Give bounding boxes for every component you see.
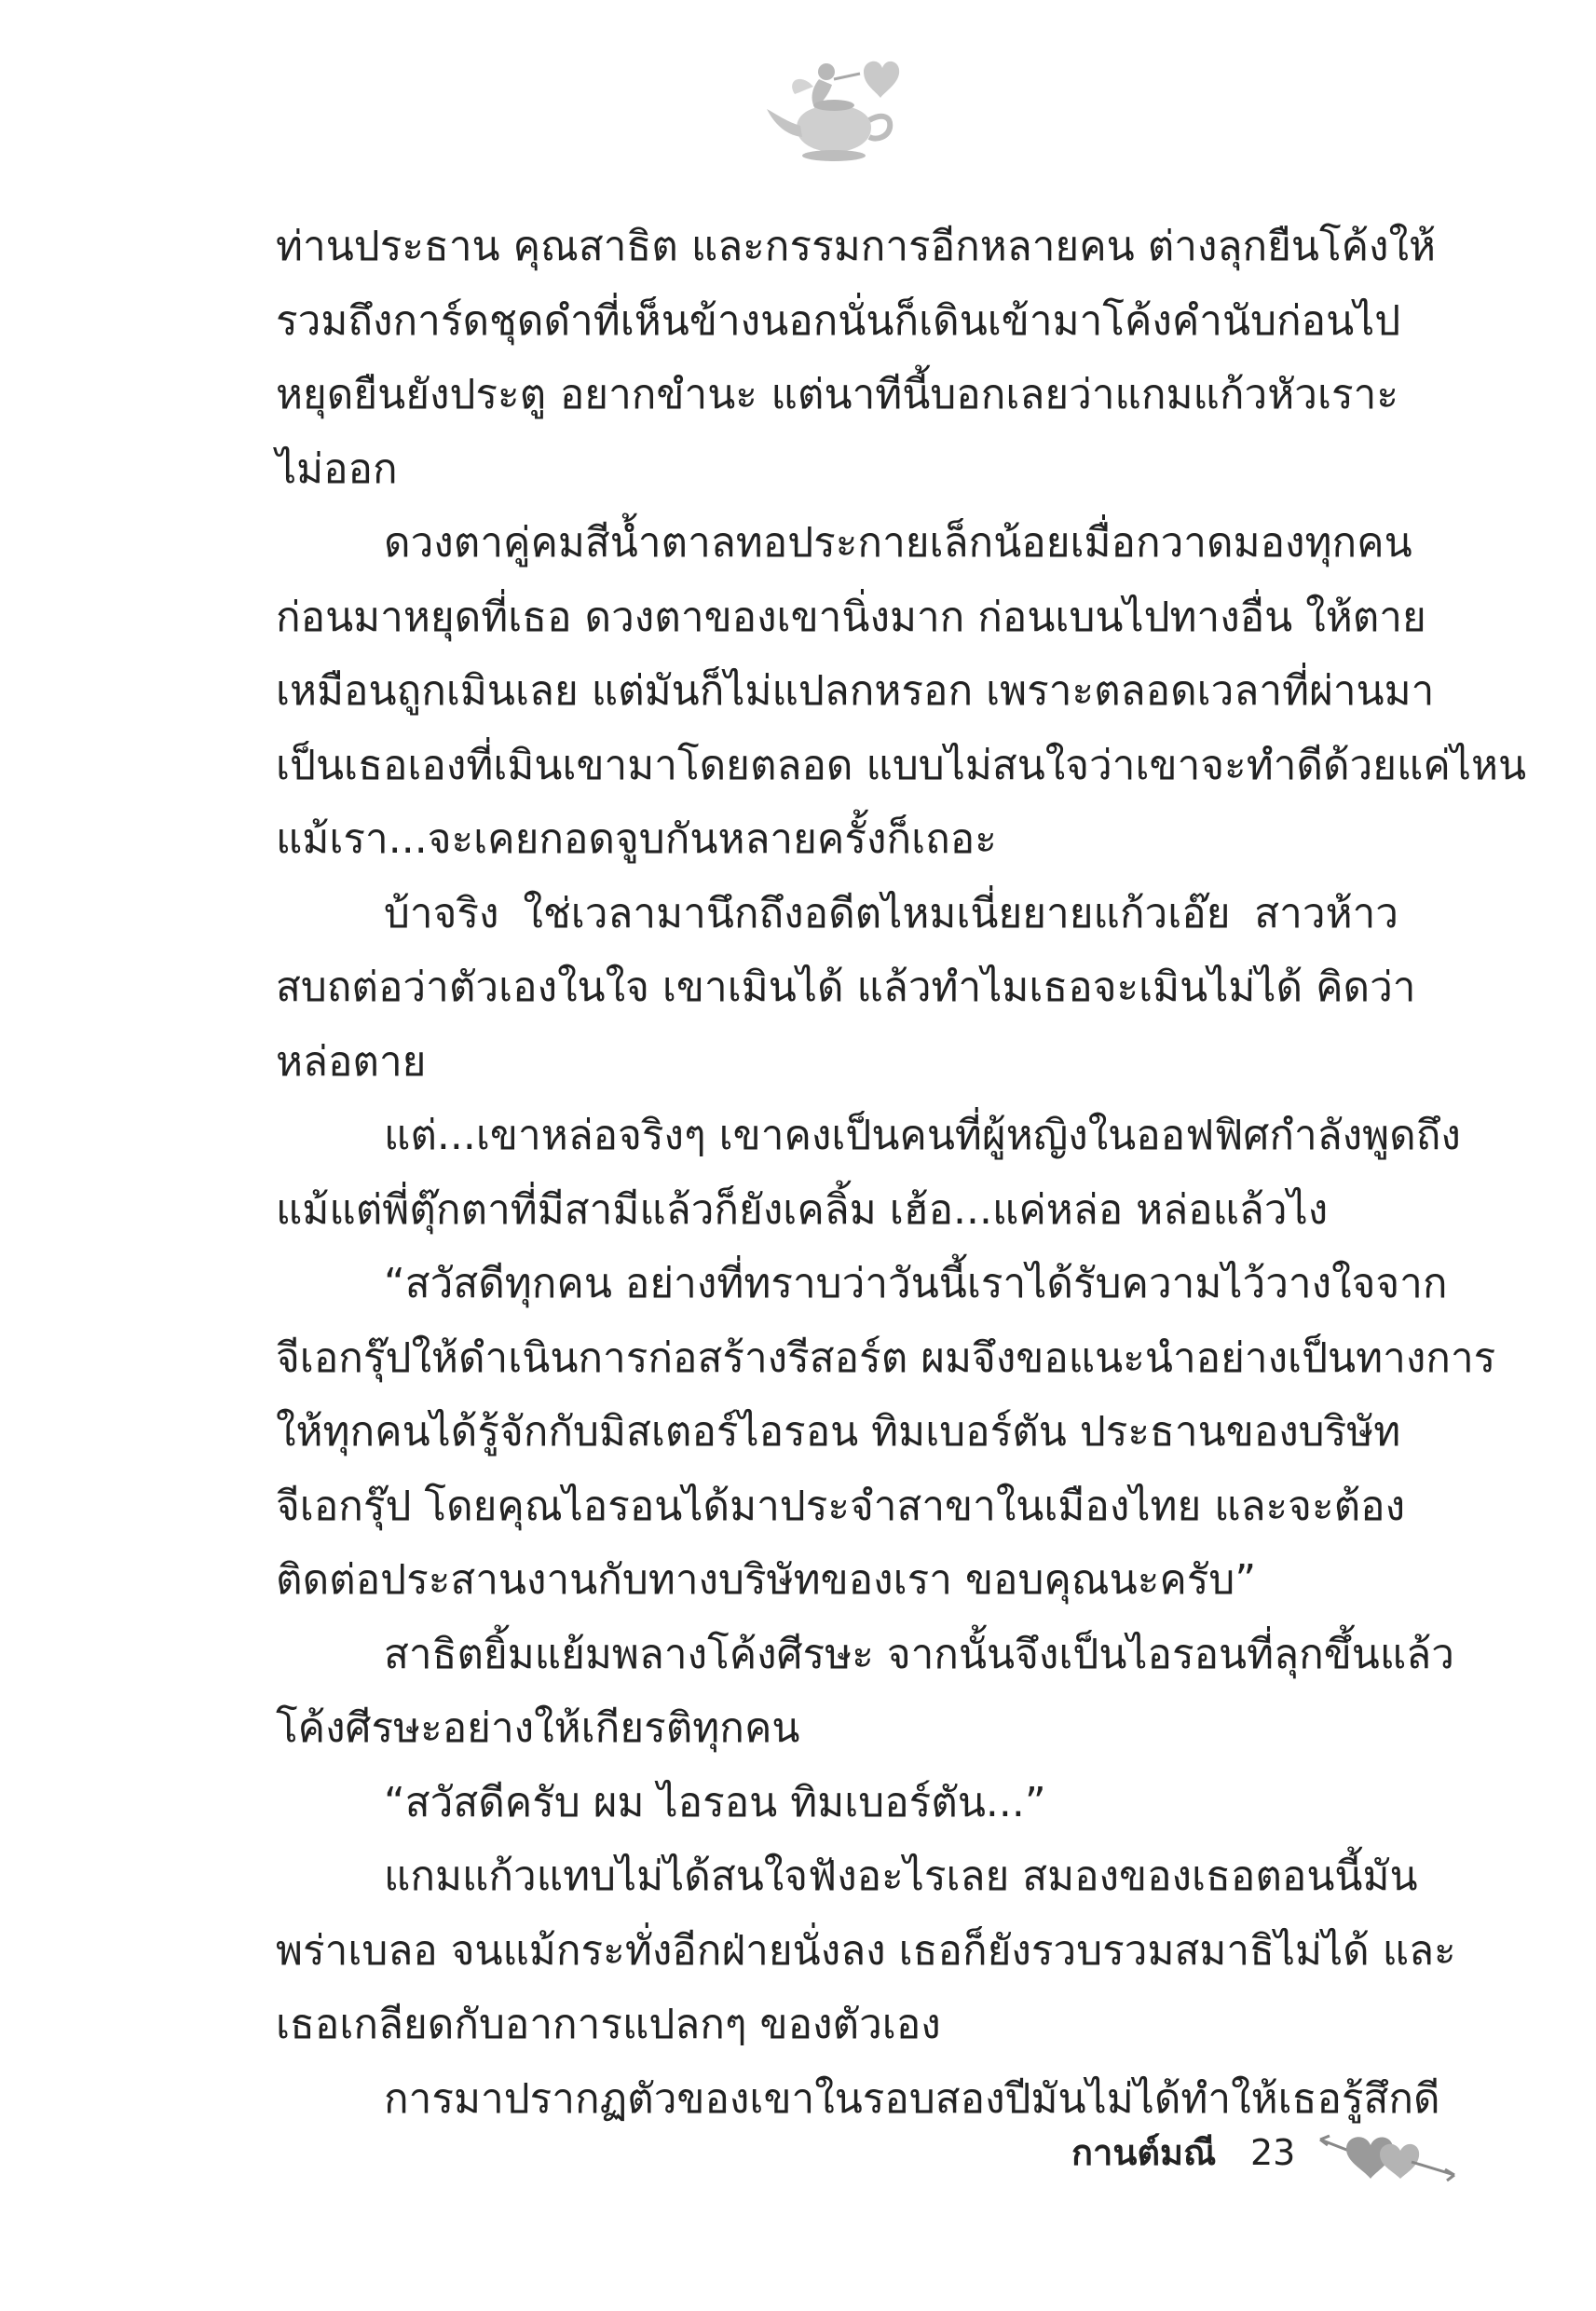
fairy-teapot-heart-icon [759,51,908,172]
text-line: พร่าเบลอ จนแม้กระทั่งอีกฝ่ายนั่งลง เธอก็ยังรวบรวมสมาธิไม่ได้ และ [276,1926,1456,1975]
text-line: แม้เรา...จะเคยกอดจูบกันหลายครั้งก็เถอะ [276,815,997,863]
text-line: “สวัสดีครับ ผม ไอรอน ทิมเบอร์ตัน...” [384,1778,1046,1826]
text-line: ดวงตาคู่คมสีน้ำตาลทอประกายเล็กน้อยเมื่อกวาดมองทุกคน [384,519,1412,567]
text-line: เป็นเธอเองที่เมินเขามาโดยตลอด แบบไม่สนใจว่าเขาจะทำดีด้วยแค่ไหน [276,741,1527,789]
text-line: โค้งศีรษะอย่างให้เกียรติทุกคน [276,1704,800,1752]
book-title: กานต์มณี [1071,2132,1217,2173]
text-line: “สวัสดีทุกคน อย่างที่ทราบว่าวันนี้เราได้รับความไว้วางใจจาก [384,1260,1448,1307]
text-line: แต่...เขาหล่อจริงๆ เขาคงเป็นคนที่ผู้หญิงในออฟฟิศกำลังพูดถึง [384,1112,1461,1159]
text-line: แกมแก้วแทบไม่ได้สนใจฟังอะไรเลย สมองของเธอตอนนี้มัน [384,1853,1418,1900]
text-line: แม้แต่พี่ตุ๊กตาที่มีสามีแล้วก็ยังเคลิ้ม เฮ้อ...แค่หล่อ หล่อแล้วไง [276,1185,1329,1234]
hearts-arrow-icon [1318,2128,1458,2182]
page-number: 23 [1250,2132,1296,2173]
text-line: รวมถึงการ์ดชุดดำที่เห็นข้างนอกนั่นก็เดินเข้ามาโค้งคำนับก่อนไป [276,296,1401,345]
text-line: เธอเกลียดกับอาการแปลกๆ ของตัวเอง [276,2001,941,2048]
text-line: จีเอกรุ๊ป โดยคุณไอรอนได้มาประจำสาขาในเมืองไทย และจะต้อง [276,1482,1406,1530]
text-line: ติดต่อประสานงานกับทางบริษัทของเรา ขอบคุณนะครับ” [276,1556,1257,1604]
text-line: เหมือนถูกเมินเลย แต่มันก็ไม่แปลกหรอก เพราะตลอดเวลาที่ผ่านมา [276,667,1435,715]
text-line: ก่อนมาหยุดที่เธอ ดวงตาของเขานิ่งมาก ก่อนเบนไปทางอื่น ให้ตาย [276,593,1426,641]
text-line: การมาปรากฏตัวของเขาในรอบสองปีมันไม่ได้ทำให้เธอรู้สึกดี [384,2074,1440,2123]
body-text [276,210,1527,2136]
text-line: ไม่ออก [276,444,398,493]
text-line: บ้าจริง ใช่เวลามานึกถึงอดีตไหมเนี่ยยายแก้วเอ๊ย สาวห้าว [384,889,1398,937]
page-footer [1071,2125,1463,2181]
text-line: สาธิตยิ้มแย้มพลางโค้งศีรษะ จากนั้นจึงเป็นไอรอนที่ลุกขึ้นแล้ว [384,1630,1454,1678]
text-line: สบถต่อว่าตัวเองในใจ เขาเมินได้ แล้วทำไมเธอจะเมินไม่ได้ คิดว่า [276,964,1416,1011]
text-line: หยุดยืนยังประตู อยากขำนะ แต่นาทีนี้บอกเลยว่าแกมแก้วหัวเราะ [276,371,1398,418]
text-line: หล่อตาย [276,1037,427,1086]
text-line: ให้ทุกคนได้รู้จักกับมิสเตอร์ไอรอน ทิมเบอร์ตัน ประธานของบริษัท [276,1408,1401,1456]
text-line: ท่านประธาน คุณสาธิต และกรรมการอีกหลายคน ต่างลุกยืนโค้งให้ [276,223,1436,270]
text-line: จีเอกรุ๊ปให้ดำเนินการก่อสร้างรีสอร์ต ผมจึงขอแนะนำอย่างเป็นทางการ [276,1333,1496,1382]
